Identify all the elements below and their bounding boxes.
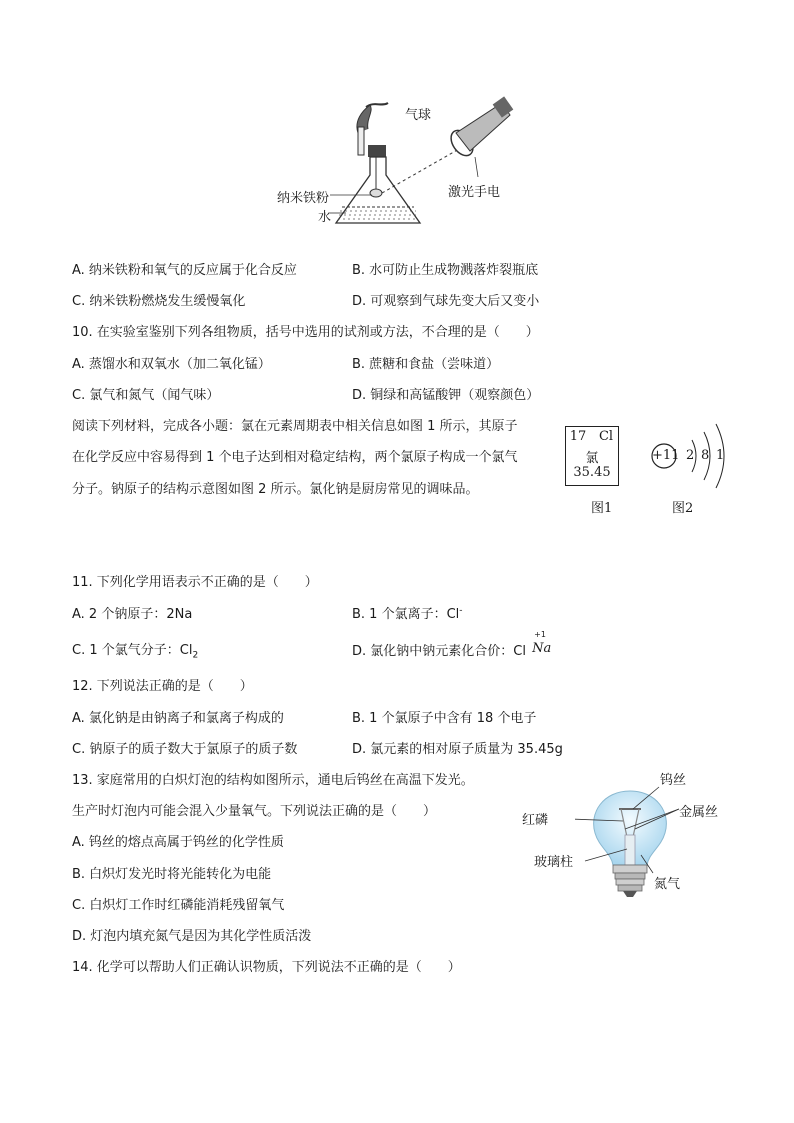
label-iron-powder: 纳米铁粉 (277, 191, 330, 206)
label-laser: 激光手电 (448, 185, 501, 200)
bulb-label-metal-wire: 金属丝 (679, 805, 719, 820)
bulb-label-glass-column: 玻璃柱 (534, 855, 574, 870)
label-balloon: 气球 (405, 108, 432, 123)
q10-option-a: A. 蒸馏水和双氧水（加二氧化锰） (72, 357, 271, 372)
q11-stem: 11. 下列化学用语表示不正确的是（ ） (72, 575, 318, 590)
element-number: 17 (569, 429, 587, 444)
label-water: 水 (318, 210, 332, 225)
q11-option-a: A. 2 个钠原子：2Na (72, 607, 193, 622)
bulb-label-red-phosphorus: 红磷 (522, 813, 549, 828)
q11-option-d (352, 630, 552, 659)
q12-option-c: C. 钠原子的质子数大于氯原子的质子数 (72, 742, 298, 757)
q12-stem: 12. 下列说法正确的是（ ） (72, 679, 253, 694)
element-symbol: Cl (598, 429, 614, 444)
q11-option-d-valence: +1 (534, 630, 546, 639)
q9-option-a: A. 纳米铁粉和氧气的反应属于化合反应 (72, 263, 297, 278)
bulb-base (613, 865, 647, 873)
element-card-chlorine (565, 426, 619, 486)
q10-option-d: D. 铜绿和高锰酸钾（观察颜色） (352, 388, 540, 403)
q9-option-d: D. 可观察到气球先变大后又变小 (352, 294, 540, 309)
q13-option-c: C. 白炽灯工作时红磷能消耗残留氧气 (72, 898, 285, 913)
q12-option-b: B. 1 个氯原子中含有 18 个电子 (352, 711, 537, 726)
reading-line-1: 阅读下列材料，完成各小题：氯在元素周期表中相关信息如图 1 所示，其原子 (72, 419, 518, 434)
q11-option-b-charge: - (459, 605, 463, 616)
bulb-label-tungsten: 钨丝 (660, 773, 687, 788)
nucleus-charge: +11 (652, 448, 680, 463)
shell-2-electrons: 8 (701, 448, 710, 463)
bulb-label-nitrogen: 氮气 (654, 877, 681, 892)
q14-stem: 14. 化学可以帮助人们正确认识物质，下列说法不正确的是（ ） (72, 960, 461, 975)
shell-3-electrons: 1 (716, 448, 725, 463)
q13-option-d: D. 灯泡内填充氮气是因为其化学性质活泼 (72, 929, 312, 944)
q11-option-c (72, 639, 198, 661)
laser-flashlight (447, 96, 514, 159)
q11-option-b-text: B. 1 个氯离子：Cl (352, 607, 460, 622)
q13-option-a: A. 钨丝的熔点高属于钨丝的化学性质 (72, 835, 284, 850)
q9-option-b: B. 水可防止生成物溅落炸裂瓶底 (352, 263, 539, 278)
q13-stem-line-1: 13. 家庭常用的白炽灯泡的结构如图所示，通电后钨丝在高温下发光。 (72, 773, 474, 788)
q12-option-a: A. 氯化钠是由钠离子和氯离子构成的 (72, 711, 284, 726)
q11-option-b (352, 603, 463, 622)
reading-line-2: 在化学反应中容易得到 1 个电子达到相对稳定结构，两个氯原子构成一个氯气 (72, 450, 518, 465)
q11-option-c-subscript: 2 (192, 650, 199, 661)
q12-option-d: D. 氯元素的相对原子质量为 35.45g (352, 742, 563, 757)
q13-stem-line-2: 生产时灯泡内可能会混入少量氧气。下列说法正确的是（ ） (72, 804, 437, 819)
q10-stem: 10. 在实验室鉴别下列各组物质，括号中选用的试剂或方法，不合理的是（ ） (72, 325, 539, 340)
q9-option-c: C. 纳米铁粉燃烧发生缓慢氧化 (72, 294, 246, 309)
q11-option-c-text: C. 1 个氯气分子：Cl (72, 643, 193, 658)
reading-line-3: 分子。钠原子的结构示意图如图 2 所示。氯化钠是厨房常见的调味品。 (72, 482, 479, 497)
figure-1-caption: 图1 (591, 501, 613, 516)
q10-option-c: C. 氯气和氮气（闻气味） (72, 388, 220, 403)
shell-1-electrons: 2 (686, 448, 695, 463)
q11-option-d-symbol: Na (532, 641, 552, 656)
figure-2-caption: 图2 (672, 501, 694, 516)
element-name: 氯 (585, 451, 599, 466)
q10-option-b: B. 蔗糖和食盐（尝味道） (352, 357, 500, 372)
element-mass: 35.45 (573, 465, 611, 480)
q11-option-d-text: D. 氯化钠中钠元素化合价：Cl (352, 644, 526, 659)
q13-option-b: B. 白炽灯发光时将光能转化为电能 (72, 867, 272, 882)
